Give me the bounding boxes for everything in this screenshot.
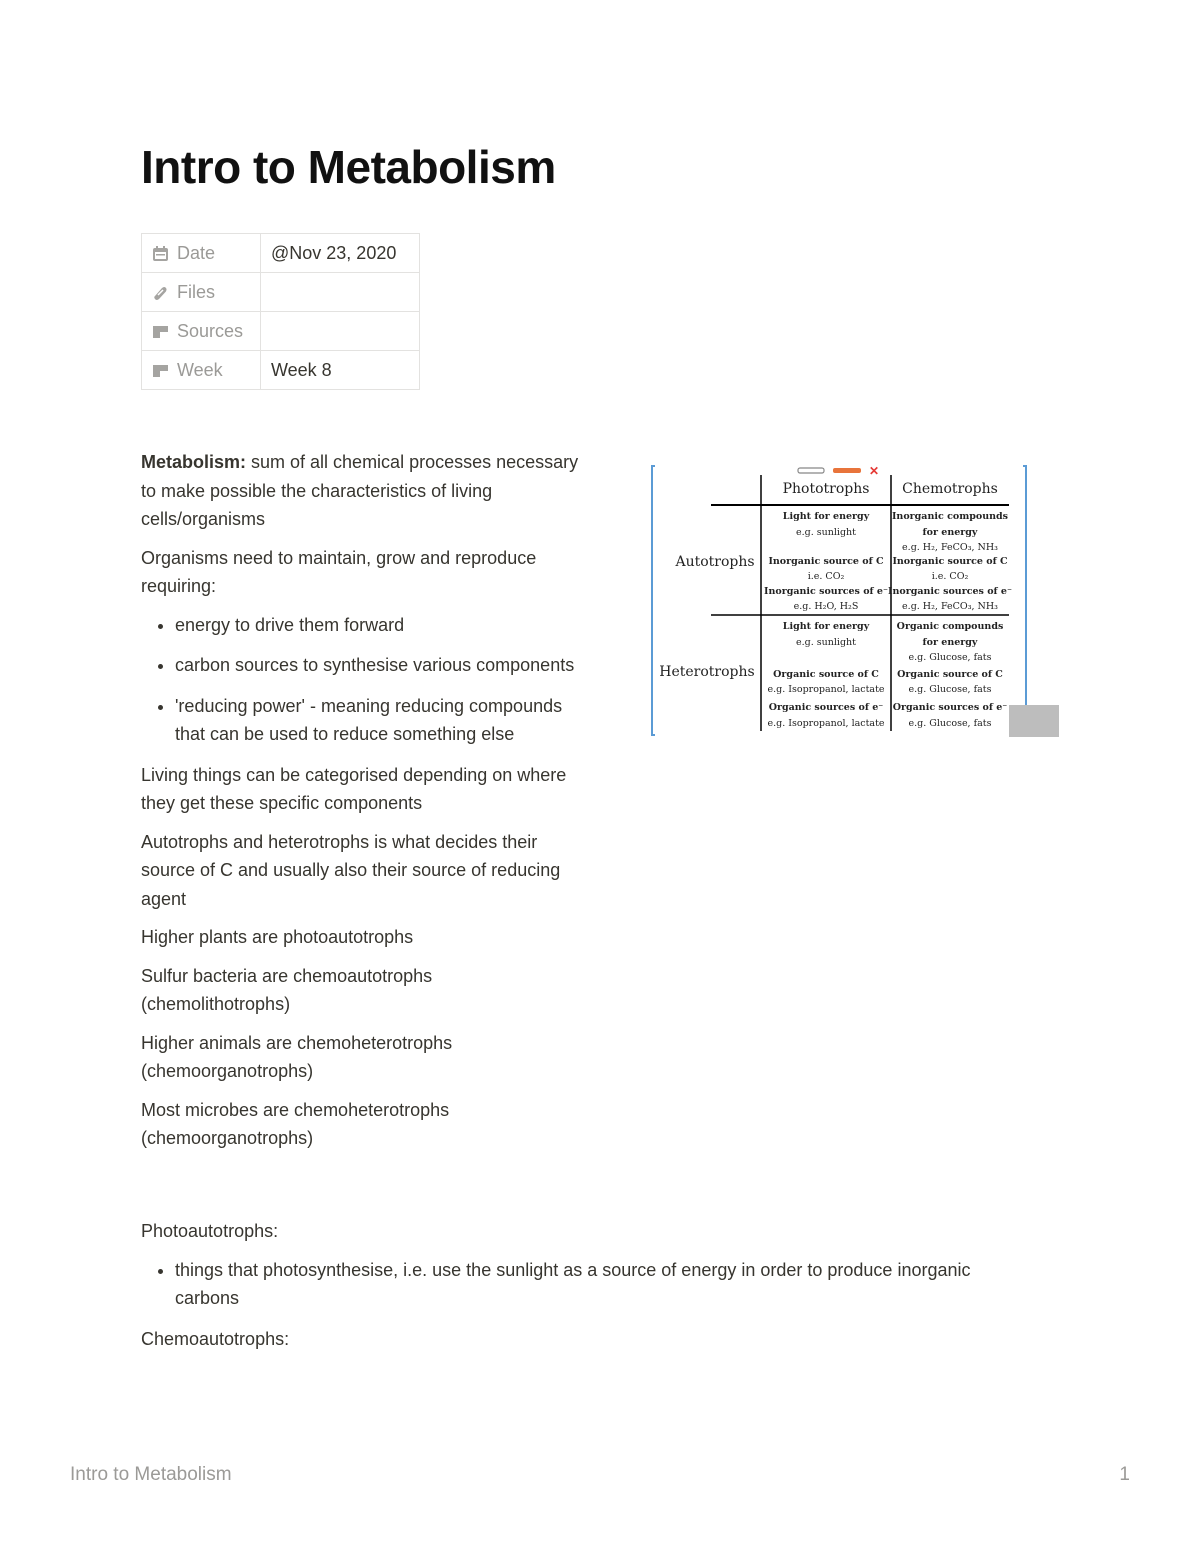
cell-text: e.g. Isopropanol, lactate xyxy=(767,718,885,729)
cell-text: e.g. Glucose, fats xyxy=(908,718,992,729)
row-header-autotrophs: Autotrophs xyxy=(675,554,755,570)
property-value[interactable] xyxy=(261,312,420,351)
list-icon xyxy=(152,323,169,340)
definition-text: sum of all chemical processes necessary to make possible the characteristics of living cells/organisms xyxy=(141,452,579,529)
cell-text: e.g. Glucose, fats xyxy=(908,684,992,695)
property-key-label: Sources xyxy=(177,320,244,341)
cell-text: e.g. H₂O, H₂S xyxy=(793,601,859,612)
cell-text: Organic source of C xyxy=(773,669,879,680)
row-header-heterotrophs: Heterotrophs xyxy=(659,664,755,680)
paragraph-plants: Higher plants are photoautotrophs xyxy=(141,927,414,947)
notes-body-continued xyxy=(141,1217,1001,1363)
cell-text: i.e. CO₂ xyxy=(931,571,969,582)
cell-text: e.g. Glucose, fats xyxy=(908,652,992,663)
footer-title: Intro to Metabolism xyxy=(70,1464,232,1485)
list-icon xyxy=(152,362,169,379)
cell-text: Inorganic source of C xyxy=(768,556,884,567)
paragraph-microbes: Most microbes are chemoheterotrophs (chemoorganotrophs) xyxy=(141,1099,450,1148)
image-frame-left xyxy=(652,466,655,735)
cell-text: Light for energy xyxy=(782,511,870,522)
property-row-date[interactable] xyxy=(142,234,420,273)
cell-text: Inorganic sources of e⁻ xyxy=(764,586,888,597)
cell-text: Inorganic sources of e⁻ xyxy=(888,586,1012,597)
property-row-files[interactable] xyxy=(142,273,420,312)
list-item: • things that photosynthesise, i.e. use the sunlight as a source of energy in order to produce inorganic carbons xyxy=(175,1256,1001,1313)
chemoautotrophs-heading: Chemoautotrophs: xyxy=(141,1328,290,1349)
page-title: Intro to Metabolism xyxy=(141,141,556,193)
cell-text: e.g. H₂, FeCO₃, NH₃ xyxy=(902,601,998,612)
watermark-logo xyxy=(1009,705,1059,737)
property-key xyxy=(142,273,261,312)
definition-paragraph xyxy=(141,448,586,534)
cell-text: Light for energy xyxy=(782,621,870,632)
trophic-classification-image[interactable] xyxy=(651,463,1061,739)
notes-body xyxy=(141,448,586,1163)
cell-text: e.g. H₂, FeCO₃, NH₃ xyxy=(902,542,998,553)
cell-text: e.g. sunlight xyxy=(796,527,856,538)
property-value[interactable]: Week 8 xyxy=(261,351,420,390)
photoautotrophs-heading: Photoautotrophs: xyxy=(141,1221,279,1241)
cell-text: e.g. sunlight xyxy=(796,637,856,648)
list-item: • 'reducing power' - meaning reducing compounds that can be used to reduce something else xyxy=(175,692,586,749)
paragraph-needs: Organisms need to maintain, grow and reproduce requiring: xyxy=(141,547,537,596)
property-value[interactable]: @Nov 23, 2020 xyxy=(261,234,420,273)
photoautotrophs-list xyxy=(141,1256,1001,1313)
eraser-icon xyxy=(798,468,824,473)
paragraph-categorised: Living things can be categorised depending on where they get these specific components xyxy=(141,764,567,813)
cell-text: Organic sources of e⁻ xyxy=(892,702,1008,713)
pencil-icon xyxy=(833,468,861,473)
property-key xyxy=(142,312,261,351)
properties-table xyxy=(141,233,420,390)
close-icon: ✕ xyxy=(869,464,880,478)
property-row-sources[interactable] xyxy=(142,312,420,351)
list-item: • carbon sources to synthesise various components xyxy=(175,651,586,680)
column-header-phototrophs: Phototrophs xyxy=(782,481,870,497)
calendar-icon xyxy=(152,245,169,262)
paragraph-sulfur-bacteria: Sulfur bacteria are chemoautotrophs (chemolithotrophs) xyxy=(141,965,433,1014)
paragraph-autotrophs-heterotrophs: Autotrophs and heterotrophs is what decides their source of C and usually also their source of reducing agent xyxy=(141,831,561,909)
image-frame-right xyxy=(1021,466,1026,735)
page-number: 1 xyxy=(1119,1464,1130,1485)
cell-text: Organic source of C xyxy=(897,669,1003,680)
column-header-chemotrophs: Chemotrophs xyxy=(902,481,998,497)
cell-text: e.g. Isopropanol, lactate xyxy=(767,684,885,695)
paperclip-icon xyxy=(152,284,169,301)
property-key-label: Week xyxy=(177,359,223,380)
cell-text: i.e. CO₂ xyxy=(807,571,845,582)
paragraph-animals: Higher animals are chemoheterotrophs (chemoorganotrophs) xyxy=(141,1032,453,1081)
property-key xyxy=(142,234,261,273)
cell-text: Inorganic compounds xyxy=(891,511,1009,522)
needs-list xyxy=(141,611,586,749)
cell-text: Inorganic source of C xyxy=(892,556,1008,567)
list-item: • energy to drive them forward xyxy=(175,611,586,640)
cell-text: Organic sources of e⁻ xyxy=(768,702,884,713)
property-key xyxy=(142,351,261,390)
property-value[interactable] xyxy=(261,273,420,312)
cell-text: for energy xyxy=(922,527,978,538)
cell-text: Organic compounds xyxy=(896,621,1004,632)
property-key-label: Files xyxy=(177,281,216,302)
property-row-week[interactable] xyxy=(142,351,420,390)
property-key-label: Date xyxy=(177,242,216,263)
cell-text: for energy xyxy=(922,637,978,648)
definition-term: Metabolism: xyxy=(141,452,247,472)
